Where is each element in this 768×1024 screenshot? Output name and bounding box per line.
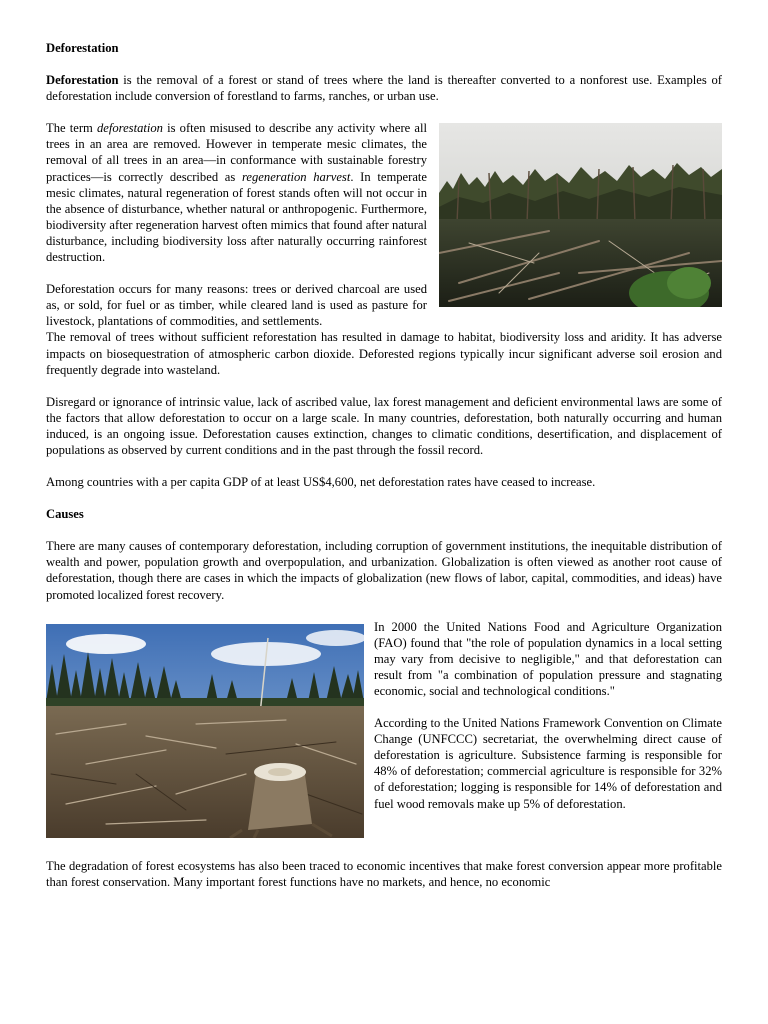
- term-text-2: is often misused to describe any activity where all trees in an area are removed. However in temperate mesic climates, the removal of all trees in an area—in conformance with sustainable forestry practices—is correctly described as: [46, 121, 427, 184]
- degradation-paragraph: The degradation of forest ecosystems has also been traced to economic incentives that make forest conversion appear more profitable than forest conservation. Many important forest functions have no markets, and hence, no economic: [46, 858, 722, 889]
- gdp-paragraph: Among countries with a per capita GDP of at least US$4,600, net deforestation rates have ceased to increase.: [46, 475, 596, 490]
- section-causes-with-photo: [46, 619, 722, 844]
- intro-term: Deforestation: [46, 73, 119, 88]
- term-deforestation: deforestation: [96, 121, 163, 136]
- document-page: [46, 40, 722, 890]
- causes-paragraph: There are many causes of contemporary deforestation, including corruption of government institutions, the inequitable distribution of wealth and power, population growth and overpopulation, and urbanization. Globalization is often viewed as another root cause of deforestation, though there are cases in which the impacts of globalization (new flows of labor, capital, commodities, and ideas) have promoted localized forest recovery.: [46, 539, 722, 602]
- clearcut-photo: [46, 624, 364, 838]
- term-text-1: The term: [46, 121, 97, 136]
- intro-text: is the removal of a forest or stand of trees where the land is thereafter converted to a nonforest use. Examples of deforestation include conversion of forestland to farms, ranches, or urban use.: [46, 73, 722, 104]
- reasons-paragraph: Deforestation occurs for many reasons: trees or derived charcoal are used as, or sold, for fuel or as timber, while cleared land is used as pasture for livestock, plantations of commodities, and settlements.: [46, 282, 427, 329]
- burned-forest-photo: [439, 123, 722, 307]
- disregard-paragraph: Disregard or ignorance of intrinsic value, lack of ascribed value, lax forest management and deficient environmental laws are some of the factors that allow deforestation to occur on a large scale. In many countries, deforestation, both naturally occurring and human induced, is an ongoing issue. Deforestation causes extinction, changes to climatic conditions, desertification, and displacement of populations as observed by current conditions and in the past through the fossil record.: [46, 394, 722, 457]
- causes-heading: Causes: [46, 507, 84, 522]
- term-regeneration-harvest: regeneration harvest: [241, 169, 351, 184]
- term-text-3: . In temperate mesic climates, natural regeneration of forest stands often will not occur in the absence of disturbance, whether natural or anthropogenic. Furthermore, biodiversity after regeneration harvest often mimics that found after natural disturbance, including biodiversity loss after naturally occurring rainforest destruction.: [46, 169, 427, 265]
- reasons-continued-paragraph: The removal of trees without sufficient reforestation has resulted in damage to habitat, biodiversity loss and aridity. It has adverse impacts on biosequestration of atmospheric carbon dioxide. Deforested regions typically incur significant adverse soil erosion and frequently degrade into wasteland.: [46, 330, 722, 377]
- document-title: Deforestation: [46, 41, 119, 55]
- fao-paragraph: In 2000 the United Nations Food and Agriculture Organization (FAO) found that "the role of population dynamics in a local setting may vary from decisive to negligible," and that deforestation can result from "a combination of population pressure and stagnating economic, social and technological conditions.": [374, 619, 722, 698]
- intro-paragraph: [46, 72, 722, 104]
- clearcut-illustration: [46, 624, 364, 838]
- burned-forest-illustration: [439, 123, 722, 307]
- section-term-with-photo: [46, 120, 722, 329]
- unfccc-paragraph: According to the United Nations Framework Convention on Climate Change (UNFCCC) secretariat, the overwhelming direct cause of deforestation is agriculture. Subsistence farming is responsible for 48% of deforestation; commercial agriculture is responsible for 32% of deforestation; logging is responsible for 14% of deforestation and fuel wood removals make up 5% of deforestation.: [374, 716, 722, 811]
